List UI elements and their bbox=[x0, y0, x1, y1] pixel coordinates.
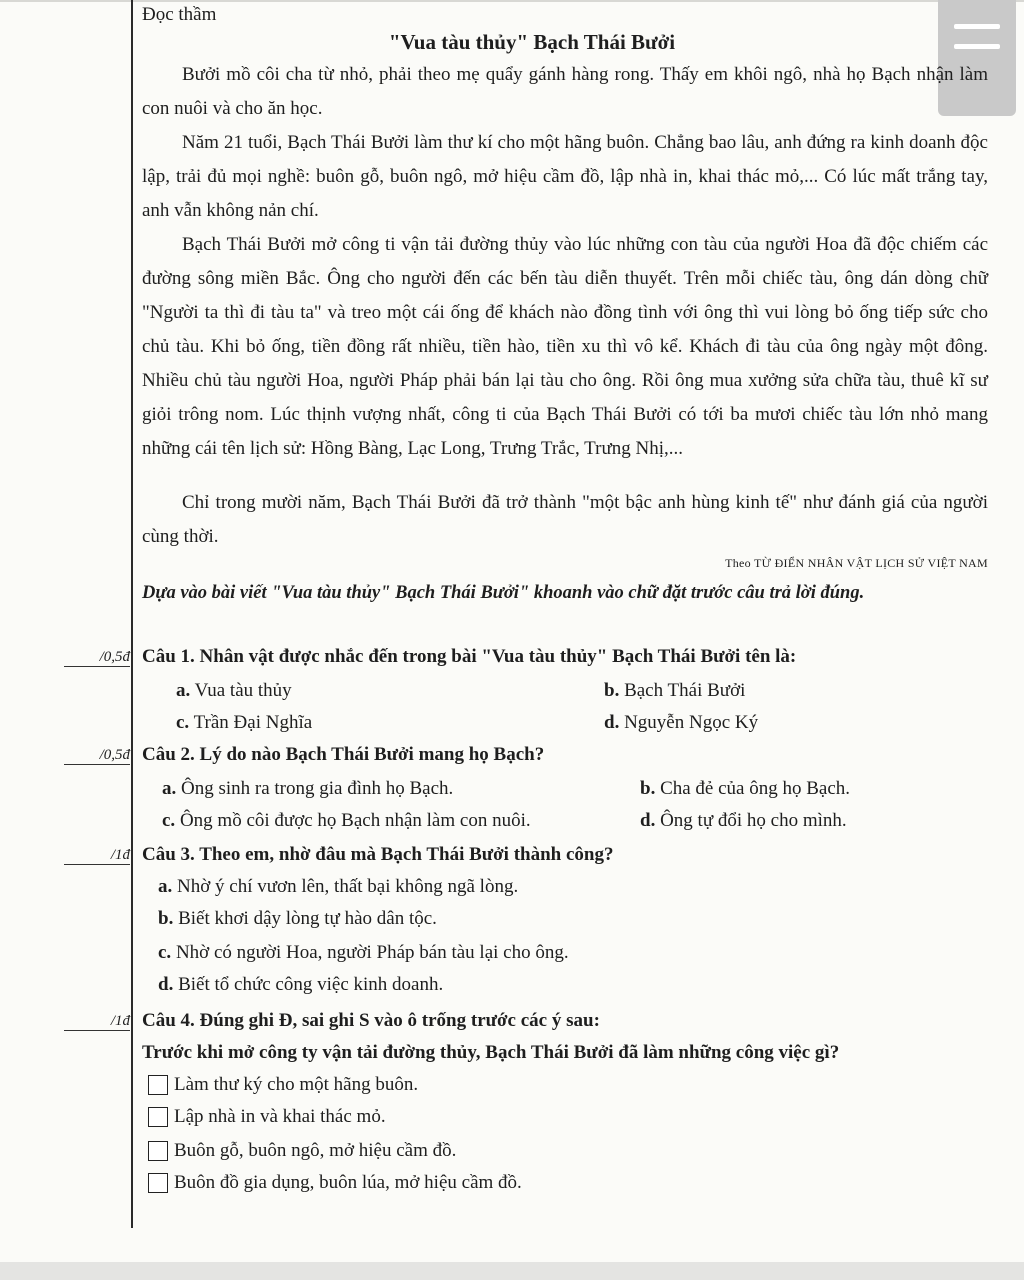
question-4: Câu 4. Đúng ghi Đ, sai ghi S vào ô trống trước các ý sau: bbox=[142, 1010, 600, 1031]
score-blank-q3[interactable]: /1đ bbox=[64, 846, 130, 865]
bottom-band bbox=[0, 1262, 1024, 1280]
tf-checkbox-1[interactable] bbox=[148, 1075, 168, 1095]
source-citation: Theo TỪ ĐIỂN NHÂN VẬT LỊCH SỬ VIỆT NAM bbox=[725, 556, 988, 570]
option-1d[interactable]: d. Nguyễn Ngọc Ký bbox=[604, 712, 759, 733]
option-1c[interactable]: c. Trần Đại Nghĩa bbox=[176, 712, 313, 733]
tf-item-2: Lập nhà in và khai thác mỏ. bbox=[148, 1106, 386, 1128]
tf-checkbox-2[interactable] bbox=[148, 1107, 168, 1127]
score-blank-q2[interactable]: /0,5đ bbox=[64, 746, 130, 765]
option-3c[interactable]: c. Nhờ có người Hoa, người Pháp bán tàu lại cho ông. bbox=[158, 942, 569, 963]
question-1: Câu 1. Nhân vật được nhắc đến trong bài "Vua tàu thủy" Bạch Thái Bưởi tên là: bbox=[142, 646, 797, 667]
tf-item-1: Làm thư ký cho một hãng buôn. bbox=[148, 1074, 418, 1096]
option-1a[interactable]: a. Vua tàu thủy bbox=[176, 680, 292, 701]
score-blank-q1[interactable]: /0,5đ bbox=[64, 648, 130, 667]
question-4-subtext: Trước khi mở công ty vận tải đường thủy, Bạch Thái Bưởi đã làm những công việc gì? bbox=[142, 1042, 840, 1063]
tf-checkbox-3[interactable] bbox=[148, 1141, 168, 1161]
question-2: Câu 2. Lý do nào Bạch Thái Bưởi mang họ Bạch? bbox=[142, 744, 545, 765]
top-rule bbox=[0, 0, 1024, 2]
option-2b[interactable]: b. Cha đẻ của ông họ Bạch. bbox=[640, 778, 851, 799]
margin-line bbox=[131, 0, 133, 1228]
passage-paragraph-3: Bạch Thái Bưởi mở công ti vận tải đường thủy vào lúc những con tàu của người Hoa đã độc chiếm các đường sông miền Bắc. Ông cho người đến các bến tàu diễn thuyết. Trên mỗi chiếc tàu, ông dán dòng chữ "Người ta thì đi tàu ta" và treo một cái ống để khách nào đồng tình với ông thì vui lòng bỏ ống tiếp sức cho chủ tàu. Khi bỏ ống, tiền đồng rất nhiều, tiền hào, tiền xu thì vô kể. Khách đi tàu của ông ngày một đông. Nhiều chủ tàu người Hoa, người Pháp phải bán lại tàu cho ông. Rồi ông mua xưởng sửa chữa tàu, thuê kĩ sư giỏi trông nom. Lúc thịnh vượng nhất, công ti của Bạch Thái Bưởi có tới ba mươi chiếc tàu lớn nhỏ mang những cái tên lịch sử: Hồng Bàng, Lạc Long, Trưng Trắc, Trưng Nhị,... bbox=[142, 234, 988, 459]
option-2d[interactable]: d. Ông tự đổi họ cho mình. bbox=[640, 810, 847, 831]
tf-item-4: Buôn đồ gia dụng, buôn lúa, mở hiệu cầm đồ. bbox=[148, 1172, 522, 1194]
passage-paragraph-4: Chỉ trong mười năm, Bạch Thái Bưởi đã trở thành "một bậc anh hùng kinh tế" như đánh giá của người cùng thời. bbox=[142, 492, 988, 547]
tf-checkbox-4[interactable] bbox=[148, 1173, 168, 1193]
option-1b[interactable]: b. Bạch Thái Bưởi bbox=[604, 680, 746, 701]
menu-icon bbox=[954, 24, 1000, 29]
score-blank-q4[interactable]: /1đ bbox=[64, 1012, 130, 1031]
question-3: Câu 3. Theo em, nhờ đâu mà Bạch Thái Bưởi thành công? bbox=[142, 844, 614, 865]
option-3b[interactable]: b. Biết khơi dậy lòng tự hào dân tộc. bbox=[158, 908, 437, 929]
passage-paragraph-1: Bưởi mồ côi cha từ nhỏ, phải theo mẹ quẩy gánh hàng rong. Thấy em khôi ngô, nhà họ Bạch nhận làm con nuôi và cho ăn học. bbox=[142, 64, 988, 119]
option-2c[interactable]: c. Ông mồ côi được họ Bạch nhận làm con nuôi. bbox=[162, 810, 531, 831]
instruction: Dựa vào bài viết "Vua tàu thủy" Bạch Thái Bưởi" khoanh vào chữ đặt trước câu trả lời đúng. bbox=[142, 583, 865, 603]
section-label: Đọc thầm bbox=[142, 4, 217, 25]
option-2a[interactable]: a. Ông sinh ra trong gia đình họ Bạch. bbox=[162, 778, 454, 799]
option-3d[interactable]: d. Biết tổ chức công việc kinh doanh. bbox=[158, 974, 444, 995]
option-3a[interactable]: a. Nhờ ý chí vươn lên, thất bại không ngã lòng. bbox=[158, 876, 519, 897]
passage-paragraph-2: Năm 21 tuổi, Bạch Thái Bưởi làm thư kí cho một hãng buôn. Chẳng bao lâu, anh đứng ra kinh doanh độc lập, trải đủ mọi nghề: buôn gỗ, buôn ngô, mở hiệu cầm đồ, lập nhà in, khai thác mỏ,... Có lúc mất trắng tay, anh vẫn không nản chí. bbox=[142, 132, 988, 221]
tf-item-3: Buôn gỗ, buôn ngô, mở hiệu cầm đồ. bbox=[148, 1140, 456, 1162]
passage-title: "Vua tàu thủy" Bạch Thái Bưởi bbox=[388, 30, 676, 54]
